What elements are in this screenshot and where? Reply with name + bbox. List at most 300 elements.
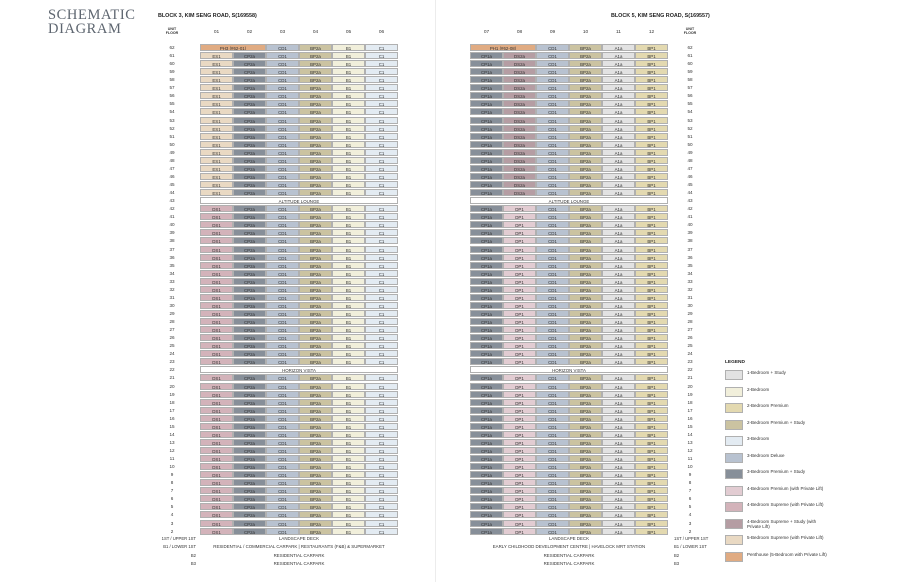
unit-cell: BP1 [635,262,668,269]
unit-cell: BP2a [569,92,602,99]
unit-cell: DS1 [200,318,233,325]
unit-cell: B1 [332,511,365,518]
floor-number: 44 [169,190,175,196]
unit-cell: A1a [602,423,635,430]
legend-swatch [725,403,743,413]
unit-cell: CP1a [470,495,503,502]
floor-number: 51 [169,133,175,139]
legend-label: 3-Bedroom [747,436,770,441]
unit-cell: C1 [365,237,398,244]
unit-cell: CD1 [536,310,569,317]
unit-cell: DS2a [503,173,536,180]
unit-cell: BP1 [635,471,668,478]
unit-cell: CD1 [536,326,569,333]
unit-cell: C1 [365,133,398,140]
unit-cell: CD1 [536,447,569,454]
unit-cell: BP1 [635,141,668,148]
unit-cell: CP1a [470,391,503,398]
unit-cell: BP2a [569,141,602,148]
unit-cell: DP1 [503,229,536,236]
unit-cell: CP1a [470,278,503,285]
unit-cell: DP1 [503,431,536,438]
unit-cell: C1 [365,125,398,132]
unit-cell: B1 [332,44,365,51]
unit-cell: BP2a [569,294,602,301]
unit-cell: DP1 [503,520,536,527]
unit-cell: CP2a [233,286,266,293]
unit-cell: BP2a [299,44,332,51]
floor-number: 57 [169,85,175,91]
unit-cell: CP1a [470,447,503,454]
unit-header: 05 [345,30,352,35]
unit-cell: BP2a [569,431,602,438]
floor-number: 44 [687,190,693,196]
unit-cell: B1 [332,278,365,285]
unit-cell: B1 [332,383,365,390]
unit-cell: DP1 [503,221,536,228]
unit-cell: ES1 [200,141,233,148]
unit-cell: CP2a [233,342,266,349]
unit-cell: DS1 [200,511,233,518]
unit-cell: BP2a [299,503,332,510]
unit-cell: B1 [332,503,365,510]
unit-cell: A1a [602,278,635,285]
unit-cell: BP1 [635,487,668,494]
unit-cell: CP1a [470,439,503,446]
unit-cell: CD1 [536,125,569,132]
unit-cell: BP1 [635,479,668,486]
unit-cell: CD1 [536,133,569,140]
unit-cell: A1a [602,487,635,494]
unit-cell: BP1 [635,286,668,293]
floor-number: 51 [687,133,693,139]
unit-cell: BP2a [299,76,332,83]
unit-cell: BP2a [569,528,602,535]
unit-cell: A1a [602,463,635,470]
unit-cell: BP2a [569,495,602,502]
unit-header: 04 [312,30,319,35]
unit-cell: C1 [365,447,398,454]
unit-cell: CD1 [536,108,569,115]
floor-number: 20 [687,383,693,389]
amenity-floor-band: ALTITUDE LOUNGE [470,197,668,204]
unit-floor-label-text: UNIT [167,27,177,31]
unit-cell: CD1 [266,141,299,148]
unit-cell: BP2a [569,487,602,494]
unit-cell: CP1a [470,528,503,535]
floor-number: 4 [170,512,174,518]
unit-cell: CP1a [470,52,503,59]
unit-cell: CP2a [233,318,266,325]
unit-cell: A1a [602,117,635,124]
unit-cell: CD1 [536,117,569,124]
unit-cell: BP2a [299,157,332,164]
unit-cell: BP2a [569,117,602,124]
unit-cell: CD1 [266,471,299,478]
unit-cell: BP2a [299,439,332,446]
floor-number: 17 [687,407,693,413]
unit-cell: CP2a [233,326,266,333]
unit-cell: CD1 [536,439,569,446]
floor-number: 14 [687,431,693,437]
unit-cell: CP2a [233,310,266,317]
unit-cell: CP1a [470,84,503,91]
unit-cell: BP1 [635,221,668,228]
unit-cell: BP2a [299,302,332,309]
unit-cell: CP1a [470,117,503,124]
unit-cell: CP1a [470,149,503,156]
unit-cell: CD1 [266,383,299,390]
unit-cell: CD1 [536,455,569,462]
unit-cell: A1a [602,294,635,301]
unit-cell: DP1 [503,399,536,406]
unit-cell: DS2a [503,117,536,124]
floor-number: 29 [687,310,693,316]
unit-cell: CP2a [233,415,266,422]
unit-cell: A1a [602,310,635,317]
unit-cell: B1 [332,149,365,156]
amenity-floor-band: HORIZON VISTA [200,366,398,373]
unit-cell: DS1 [200,431,233,438]
unit-cell: BP1 [635,84,668,91]
unit-cell: C1 [365,68,398,75]
floor-number: 62 [687,45,693,50]
unit-cell: CP1a [470,125,503,132]
floor-number: 43 [169,198,175,204]
floor-number: 16 [687,415,693,421]
unit-cell: B1 [332,108,365,115]
unit-cell: CP1a [470,511,503,518]
unit-cell: CP1a [470,60,503,67]
unit-cell: C1 [365,487,398,494]
unit-cell: BP2a [569,471,602,478]
unit-cell: BP2a [299,334,332,341]
unit-cell: CD1 [536,334,569,341]
floor-number: 13 [169,439,175,445]
unit-header: 01 [213,30,220,35]
unit-cell: BP2a [569,237,602,244]
legend-swatch [725,502,743,512]
unit-cell: CD1 [266,157,299,164]
unit-cell: BP1 [635,165,668,172]
unit-cell: B1 [332,342,365,349]
unit-cell: C1 [365,423,398,430]
unit-cell: ES1 [200,92,233,99]
unit-cell: BP1 [635,495,668,502]
unit-cell: DS1 [200,342,233,349]
unit-cell: CD1 [266,374,299,381]
unit-cell: BP2a [569,125,602,132]
unit-cell: B1 [332,350,365,357]
unit-cell: CD1 [266,189,299,196]
legend-swatch [725,370,743,380]
unit-cell: CP2a [233,407,266,414]
unit-cell: CD1 [536,76,569,83]
unit-cell: CD1 [266,520,299,527]
floor-number: 56 [687,93,693,99]
unit-cell: DS1 [200,374,233,381]
floor-number: 3 [688,520,692,526]
unit-cell: CP1a [470,92,503,99]
unit-cell: CP2a [233,358,266,365]
unit-cell: DP1 [503,310,536,317]
level-description: RESIDENTIAL CARPARK [273,552,325,558]
unit-cell: A1a [602,334,635,341]
unit-cell: CD1 [266,511,299,518]
unit-cell: BP2a [569,173,602,180]
floor-number: 39 [169,230,175,236]
unit-cell: CP2a [233,455,266,462]
unit-cell: BP2a [569,439,602,446]
floor-number: 6 [170,496,174,502]
unit-cell: DS1 [200,455,233,462]
unit-cell: CP1a [470,423,503,430]
unit-cell: DS1 [200,246,233,253]
floor-number: 38 [687,238,693,244]
unit-cell: DS2a [503,100,536,107]
unit-cell: ES1 [200,117,233,124]
unit-cell: CP2a [233,278,266,285]
unit-cell: BP2a [299,511,332,518]
unit-cell: CP1a [470,310,503,317]
unit-cell: ES1 [200,52,233,59]
unit-cell: CD1 [536,495,569,502]
unit-cell: CP2a [233,157,266,164]
unit-cell: BP1 [635,326,668,333]
unit-cell: CP1a [470,463,503,470]
unit-cell: CD1 [266,76,299,83]
unit-cell: CP2a [233,100,266,107]
floor-number: 52 [169,125,175,131]
unit-cell: A1a [602,213,635,220]
unit-cell: BP2a [299,165,332,172]
unit-cell: BP2a [299,141,332,148]
unit-cell: CD1 [536,399,569,406]
unit-cell: CP1a [470,254,503,261]
unit-cell: CD1 [266,528,299,535]
unit-cell: B1 [332,76,365,83]
legend-item [725,485,824,503]
unit-cell: CP1a [470,76,503,83]
unit-cell: C1 [365,439,398,446]
floor-number: 33 [169,278,175,284]
unit-cell: BP2a [299,326,332,333]
unit-cell: CP1a [470,471,503,478]
unit-cell: CD1 [266,205,299,212]
unit-cell: CD1 [536,262,569,269]
unit-cell: CP1a [470,262,503,269]
unit-cell: DS1 [200,358,233,365]
unit-cell: DS1 [200,237,233,244]
floor-number: 56 [169,93,175,99]
unit-cell: ES1 [200,173,233,180]
floor-number: 42 [169,206,175,212]
unit-cell: BP2a [299,350,332,357]
unit-cell: A1a [602,44,635,51]
unit-cell: CD1 [536,68,569,75]
unit-cell: C1 [365,455,398,462]
unit-cell: DS1 [200,487,233,494]
unit-cell: CD1 [266,100,299,107]
unit-cell: BP2a [299,383,332,390]
unit-cell: DS1 [200,383,233,390]
unit-cell: CP1a [470,415,503,422]
unit-cell: DS2a [503,125,536,132]
unit-cell: BP2a [299,52,332,59]
unit-cell: CP1a [470,342,503,349]
unit-cell: C1 [365,221,398,228]
unit-cell: BP2a [299,286,332,293]
unit-cell: B1 [332,246,365,253]
unit-cell: B1 [332,487,365,494]
unit-cell: CP1a [470,133,503,140]
floor-number: 24 [687,351,693,357]
unit-cell: A1a [602,495,635,502]
unit-cell: DS1 [200,254,233,261]
legend-swatch [725,420,743,430]
unit-cell: DS1 [200,415,233,422]
unit-header: 02 [246,30,253,35]
unit-cell: CD1 [536,213,569,220]
unit-cell: A1a [602,60,635,67]
unit-cell: BP1 [635,205,668,212]
unit-cell: C1 [365,229,398,236]
unit-cell: BP1 [635,350,668,357]
unit-cell: A1a [602,302,635,309]
floor-number: 50 [687,141,693,147]
unit-cell: C1 [365,294,398,301]
floor-number: 30 [687,302,693,308]
unit-cell: BP1 [635,133,668,140]
unit-cell: B1 [332,447,365,454]
unit-cell: B1 [332,431,365,438]
unit-cell: CD1 [536,286,569,293]
unit-header: 06 [378,30,385,35]
unit-cell: CD1 [266,221,299,228]
unit-cell: C1 [365,84,398,91]
level-label: B3 [674,561,680,567]
unit-cell: CD1 [536,294,569,301]
floor-number: 4 [688,512,692,518]
unit-cell: C1 [365,350,398,357]
unit-cell: BP1 [635,237,668,244]
unit-cell: CD1 [536,205,569,212]
unit-cell: BP2a [569,76,602,83]
amenity-floor-band: ALTITUDE LOUNGE [200,197,398,204]
floor-number: 59 [687,69,693,75]
unit-cell: CP1a [470,157,503,164]
unit-cell: CP1a [470,503,503,510]
unit-cell: DS1 [200,479,233,486]
unit-cell: B1 [332,407,365,414]
legend-label: 3-Bedroom Premium + Study [747,469,806,474]
unit-cell: B1 [332,318,365,325]
unit-cell: A1a [602,528,635,535]
unit-cell: BP2a [569,52,602,59]
floor-number: 55 [169,101,175,107]
unit-cell: BP1 [635,447,668,454]
unit-header: 08 [516,30,523,35]
unit-cell: CP2a [233,205,266,212]
unit-cell: C1 [365,213,398,220]
unit-cell: BP1 [635,374,668,381]
legend-swatch [725,453,743,463]
unit-cell: ES1 [200,181,233,188]
floor-number: 49 [687,149,693,155]
level-description: LANDSCAPE DECK [278,535,319,541]
unit-cell: DS1 [200,407,233,414]
unit-cell: CD1 [536,374,569,381]
unit-cell: ES1 [200,133,233,140]
unit-cell: CP2a [233,181,266,188]
unit-cell: DS2a [503,181,536,188]
floor-number: 45 [687,182,693,188]
unit-cell: BP1 [635,278,668,285]
unit-cell: CD1 [266,125,299,132]
legend-items [725,370,827,568]
unit-cell: BP2a [569,133,602,140]
unit-cell: CD1 [266,68,299,75]
floor-number: 11 [169,456,175,462]
unit-cell: A1a [602,503,635,510]
unit-cell: BP1 [635,423,668,430]
unit-cell: CP1a [470,431,503,438]
unit-cell: BP1 [635,455,668,462]
unit-cell: BP2a [569,84,602,91]
unit-cell: DS2a [503,68,536,75]
unit-cell: CP2a [233,423,266,430]
level-label: B1 / LOWER 1ST [674,544,707,550]
unit-cell: BP2a [299,108,332,115]
unit-cell: CP1a [470,399,503,406]
unit-cell: DS1 [200,503,233,510]
unit-cell: BP2a [299,60,332,67]
level-description: RESIDENTIAL CARPARK [543,561,595,567]
unit-cell: BP2a [569,221,602,228]
unit-cell: B1 [332,181,365,188]
unit-cell: BP2a [299,84,332,91]
unit-cell: BP2a [299,133,332,140]
unit-cell: CD1 [536,221,569,228]
unit-cell: DP1 [503,350,536,357]
unit-cell: DP1 [503,495,536,502]
block-5-heading: BLOCK 5, KIM SENG ROAD, S(169557) [611,13,710,19]
unit-cell: CP1a [470,237,503,244]
unit-cell: DP1 [503,358,536,365]
unit-cell: C1 [365,165,398,172]
unit-cell: CP2a [233,141,266,148]
unit-cell: DP1 [503,254,536,261]
unit-cell: A1a [602,125,635,132]
unit-cell: BP2a [299,254,332,261]
unit-cell: CP2a [233,60,266,67]
unit-cell: CP1a [470,100,503,107]
floor-number: 23 [687,359,693,365]
unit-cell: DP1 [503,407,536,414]
unit-cell: B1 [332,157,365,164]
unit-cell: BP2a [569,399,602,406]
unit-cell: DS2a [503,157,536,164]
level-label: 1ST / UPPER 1ST [161,535,196,541]
level-description: RESIDENTIAL / COMMERCIAL CARPARK | RESTAURANTS (F&B) & SUPERMARKET [213,544,385,550]
floor-number: 48 [169,157,175,163]
floor-number: 31 [687,294,693,300]
floor-number: 53 [169,117,175,123]
unit-cell: ES1 [200,60,233,67]
unit-header: 11 [616,30,621,35]
unit-cell: A1a [602,407,635,414]
unit-cell: BP2a [299,423,332,430]
